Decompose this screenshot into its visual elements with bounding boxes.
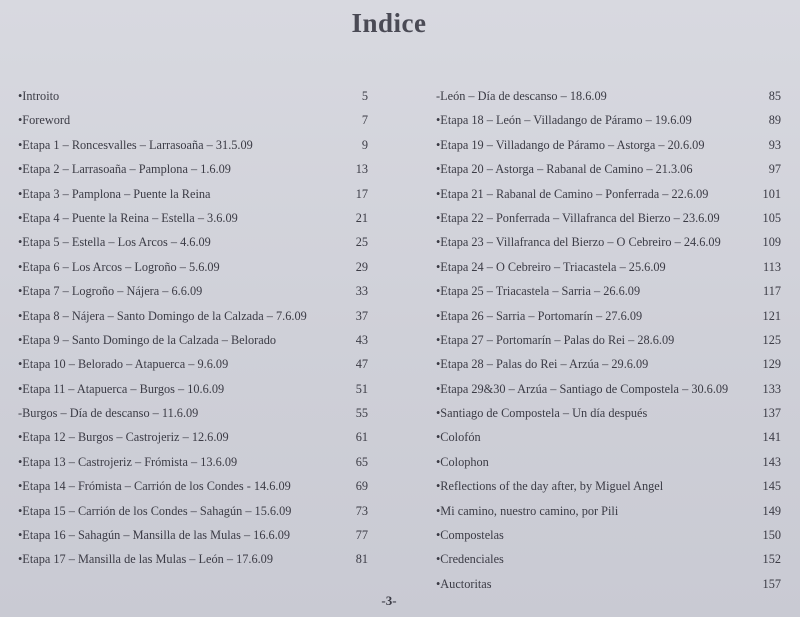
toc-entry-page: 117 <box>763 284 781 299</box>
toc-entry-page: 93 <box>768 137 781 152</box>
toc-entry-page: 145 <box>762 479 781 494</box>
toc-entry-page: 101 <box>762 186 781 201</box>
toc-entry-label: •Colophon <box>436 454 489 469</box>
toc-entry-label: •Etapa 21 – Rabanal de Camino – Ponferrada – 22.6.09 <box>436 186 709 201</box>
toc-entry <box>18 159 368 183</box>
toc-entry <box>18 525 368 549</box>
toc-entry <box>18 549 368 573</box>
toc-entry-label: •Etapa 3 – Pamplona – Puente la Reina <box>18 186 211 201</box>
toc-entry-page: 37 <box>355 308 368 323</box>
toc-entry <box>436 257 781 281</box>
toc-entry <box>18 208 368 232</box>
toc-entry <box>18 330 368 354</box>
toc-entry <box>436 501 781 525</box>
toc-right-column <box>436 86 781 598</box>
toc-entry <box>436 306 781 330</box>
toc-entry-page: 143 <box>762 454 781 469</box>
toc-entry-label: •Etapa 17 – Mansilla de las Mulas – León – 17.6.09 <box>18 552 273 567</box>
toc-entry-label: •Etapa 6 – Los Arcos – Logroño – 5.6.09 <box>18 259 220 274</box>
toc-entry-page: 61 <box>355 430 368 445</box>
toc-entry-label: •Etapa 22 – Ponferrada – Villafranca del Bierzo – 23.6.09 <box>436 210 720 225</box>
toc-entry-page: 141 <box>762 430 781 445</box>
toc-entry-page: 109 <box>762 235 781 250</box>
toc-entry <box>436 232 781 256</box>
toc-entry <box>436 549 781 573</box>
toc-entry-label: •Foreword <box>18 113 71 128</box>
toc-entry-label: •Etapa 15 – Carrión de los Condes – Sahagún – 15.6.09 <box>18 503 292 518</box>
toc-entry-page: 7 <box>361 113 368 128</box>
toc-entry-page: 13 <box>355 162 368 177</box>
toc-entry-label: •Compostelas <box>436 528 504 543</box>
toc-entry <box>18 476 368 500</box>
toc-entry-page: 105 <box>762 210 781 225</box>
toc-entry <box>18 501 368 525</box>
toc-entry-label: •Etapa 7 – Logroño – Nájera – 6.6.09 <box>18 284 203 299</box>
toc-entry-label: •Etapa 23 – Villafranca del Bierzo – O Cebreiro – 24.6.09 <box>436 235 721 250</box>
toc-entry-label: •Etapa 1 – Roncesvalles – Larrasoaña – 31.5.09 <box>18 137 253 152</box>
toc-entry-page: 149 <box>762 503 781 518</box>
toc-entry-page: 152 <box>762 552 781 567</box>
toc-entry-page: 65 <box>355 454 368 469</box>
toc-entry <box>18 379 368 403</box>
toc-entry-page: 69 <box>355 479 368 494</box>
toc-entry <box>18 184 368 208</box>
toc-entry-page: 25 <box>355 235 368 250</box>
toc-entry <box>18 110 368 134</box>
toc-entry-label: •Etapa 28 – Palas do Rei – Arzúa – 29.6.09 <box>436 357 649 372</box>
toc-entry-label: •Etapa 26 – Sarria – Portomarín – 27.6.09 <box>436 308 643 323</box>
toc-entry <box>18 452 368 476</box>
toc-entry-page: 21 <box>355 210 368 225</box>
toc-entry-page: 89 <box>768 113 781 128</box>
toc-entry <box>436 208 781 232</box>
toc-entry-page: 113 <box>763 259 781 274</box>
toc-entry <box>436 159 781 183</box>
toc-entry-label: •Etapa 25 – Triacastela – Sarria – 26.6.09 <box>436 284 641 299</box>
toc-entry <box>436 281 781 305</box>
toc-entry-label: •Etapa 4 – Puente la Reina – Estella – 3.6.09 <box>18 210 238 225</box>
toc-entry-label: •Credenciales <box>436 552 504 567</box>
toc-left-column <box>18 86 368 574</box>
toc-entry-page: 121 <box>762 308 781 323</box>
toc-entry <box>436 135 781 159</box>
toc-entry-label: •Etapa 2 – Larrasoaña – Pamplona – 1.6.09 <box>18 162 231 177</box>
toc-entry <box>18 135 368 159</box>
toc-entry <box>18 281 368 305</box>
toc-entry-label: •Etapa 8 – Nájera – Santo Domingo de la Calzada – 7.6.09 <box>18 308 307 323</box>
toc-entry-page: 47 <box>355 357 368 372</box>
toc-entry-label: •Etapa 24 – O Cebreiro – Triacastela – 25.6.09 <box>436 259 666 274</box>
toc-entry <box>436 427 781 451</box>
toc-entry-label: •Reflections of the day after, by Miguel Angel <box>436 479 664 494</box>
toc-entry-label: •Etapa 9 – Santo Domingo de la Calzada – Belorado <box>18 332 277 347</box>
toc-entry <box>436 184 781 208</box>
toc-entry-label: •Santiago de Compostela – Un día después <box>436 406 648 421</box>
toc-entry-label: •Etapa 13 – Castrojeriz – Frómista – 13.6.09 <box>18 454 238 469</box>
toc-entry-label: •Etapa 14 – Frómista – Carrión de los Condes - 14.6.09 <box>18 479 291 494</box>
toc-entry-page: 29 <box>355 259 368 274</box>
toc-entry-label: •Etapa 29&30 – Arzúa – Santiago de Compostela – 30.6.09 <box>436 381 729 396</box>
toc-entry <box>436 525 781 549</box>
toc-entry <box>18 403 368 427</box>
toc-entry-page: 33 <box>355 284 368 299</box>
toc-entry-label: •Mi camino, nuestro camino, por Pili <box>436 503 619 518</box>
toc-entry-page: 5 <box>361 89 368 103</box>
page-title: Indice <box>351 8 427 38</box>
toc-entry-page: 55 <box>355 406 368 421</box>
toc-entry-label: •Etapa 18 – León – Villadango de Páramo – 19.6.09 <box>436 113 692 128</box>
toc-entry-label: •Etapa 19 – Villadango de Páramo – Astorga – 20.6.09 <box>436 137 705 152</box>
toc-entry <box>18 86 368 110</box>
toc-entry-page: 81 <box>355 552 368 567</box>
toc-entry <box>436 476 781 500</box>
toc-entry <box>436 379 781 403</box>
toc-entry-page: 125 <box>762 332 781 347</box>
toc-entry <box>436 403 781 427</box>
toc-entry <box>436 86 781 110</box>
toc-entry <box>436 110 781 134</box>
toc-entry-label: •Etapa 12 – Burgos – Castrojeriz – 12.6.09 <box>18 430 229 445</box>
toc-entry-page: 51 <box>355 381 368 396</box>
toc-entry-page: 150 <box>762 528 781 543</box>
toc-entry-label: •Etapa 16 – Sahagún – Mansilla de las Mulas – 16.6.09 <box>18 528 291 543</box>
toc-entry-label: •Etapa 10 – Belorado – Atapuerca – 9.6.09 <box>18 357 229 372</box>
toc-entry <box>18 257 368 281</box>
toc-entry-label: •Auctoritas <box>436 576 492 591</box>
toc-entry-label: -León – Día de descanso – 18.6.09 <box>436 89 607 103</box>
toc-entry <box>18 306 368 330</box>
toc-entry-page: 97 <box>768 162 781 177</box>
toc-entry-label: •Colofón <box>436 430 481 445</box>
toc-entry-label: •Etapa 11 – Atapuerca – Burgos – 10.6.09 <box>18 381 225 396</box>
toc-entry-label: •Etapa 27 – Portomarín – Palas do Rei – 28.6.09 <box>436 332 675 347</box>
toc-entry <box>18 427 368 451</box>
toc-entry-label: •Introito <box>18 89 60 103</box>
toc-entry-page: 77 <box>355 528 368 543</box>
toc-entry-page: 43 <box>355 332 368 347</box>
toc-entry <box>18 354 368 378</box>
toc-entry <box>436 354 781 378</box>
page-number-footer: -3- <box>381 593 397 608</box>
toc-entry-page: 85 <box>768 89 781 103</box>
toc-entry-label: •Etapa 5 – Estella – Los Arcos – 4.6.09 <box>18 235 211 250</box>
toc-entry-label: •Etapa 20 – Astorga – Rabanal de Camino – 21.3.06 <box>436 162 693 177</box>
toc-entry <box>436 330 781 354</box>
toc-entry-page: 73 <box>355 503 368 518</box>
toc-entry-page: 133 <box>762 381 781 396</box>
toc-entry <box>18 232 368 256</box>
toc-entry-page: 137 <box>762 406 781 421</box>
toc-entry-label: -Burgos – Día de descanso – 11.6.09 <box>18 406 199 421</box>
toc-entry <box>436 452 781 476</box>
toc-entry-page: 9 <box>361 137 368 152</box>
toc-entry-page: 157 <box>762 576 781 591</box>
toc-entry-page: 129 <box>762 357 781 372</box>
toc-entry-page: 17 <box>355 186 368 201</box>
